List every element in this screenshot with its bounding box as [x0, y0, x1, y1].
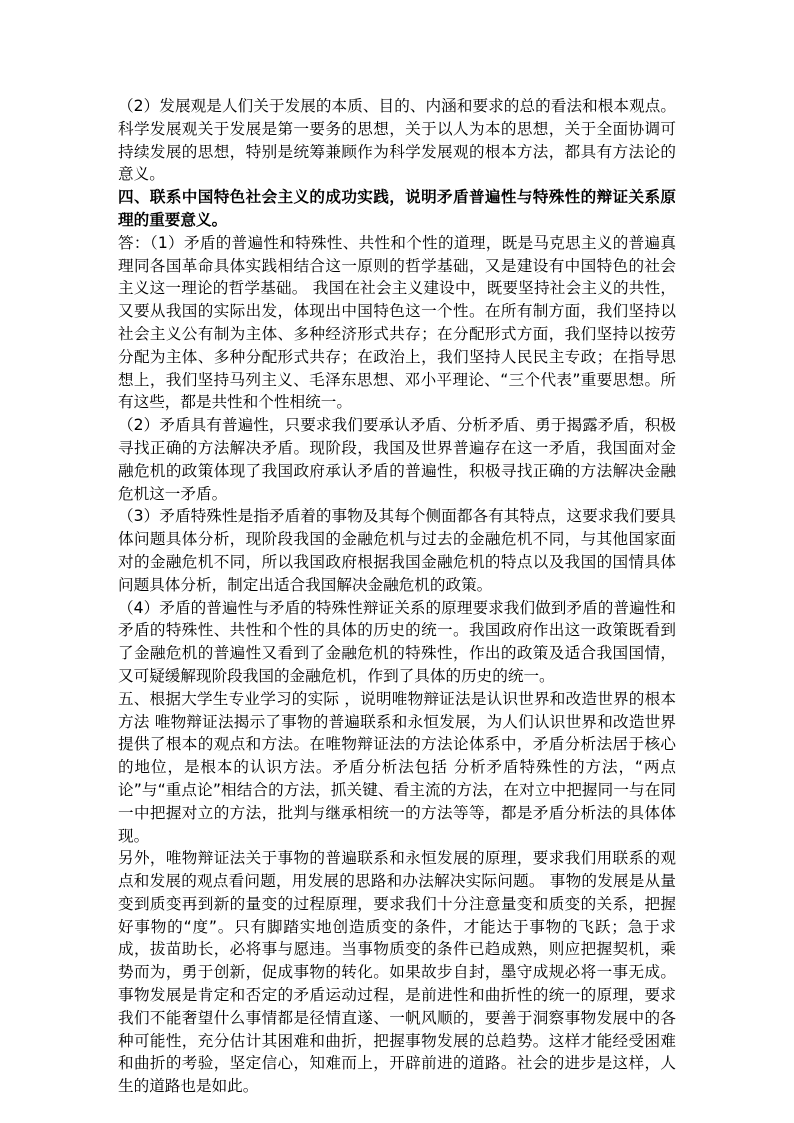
section-five-paragraph: 五、根据大学生专业学习的实际 ，说明唯物辩证法是认识世界和改造世界的根本方法 唯物辩证法揭示了事物的普遍联系和永恒发展，为人们认识世界和改造世界提供了根本的观点和方法。在唯物辩证法的方法论体系中，矛盾分析法居于核心的地位，是根本的认识方法。矛盾分析法包括 分析矛盾特殊性的方法，“两点论”与“重点论”相结合的方法，抓关键、看主流的方法，在对立中把握同一与在同一中把握对立的方法，批判与继承相统一的方法等等，都是矛盾分析法的具体体现。 — [118, 689, 676, 845]
answer-paragraph-1: 答：（1）矛盾的普遍性和特殊性、共性和个性的道理，既是马克思主义的普遍真理同各国革命具体实践相结合这一原则的哲学基础，又是建设有中国特色的社会主义这一理论的哲学基础。 我国在社会主义建设中，既要坚持社会主义的共性，又要从我国的实际出发，体现出中国特色这一个性。在所有制方面，我们坚持以社会主义公有制为主体、多种经济形式共存；在分配形式方面，我们坚持以按劳分配为主体、多种分配形式共存；在政治上，我们坚持人民民主专政；在指导思想上，我们坚持马列主义、毛泽东思想、邓小平理论、“三个代表”重要思想。所有这些，都是共性和个性相统一。 — [118, 233, 676, 412]
document-page — [118, 95, 676, 1098]
answer-paragraph-2: （2）矛盾具有普遍性，只要求我们要承认矛盾、分析矛盾、勇于揭露矛盾，积极寻找正确的方法解决矛盾。现阶段，我国及世界普遍存在这一矛盾，我国面对金融危机的政策体现了我国政府承认矛盾的普遍性，积极寻找正确的方法解决金融危机这一矛盾。 — [118, 416, 676, 503]
answer-paragraph-4: （4）矛盾的普遍性与矛盾的特殊性辩证关系的原理要求我们做到矛盾的普遍性和矛盾的特殊性、共性和个性的具体的历史的统一。我国政府作出这一政策既看到了金融危机的普遍性又看到了金融危机的特殊性，作出的政策及适合我国国情，又可疑缓解现阶段我国的金融危机，作到了具体的历史的统一。 — [118, 598, 676, 685]
paragraph-development-view: （2）发展观是人们关于发展的本质、目的、内涵和要求的总的看法和根本观点。科学发展观关于发展是第一要务的思想，关于以人为本的思想，关于全面协调可持续发展的思想，特别是统筹兼顾作为科学发展观的根本方法，都具有方法论的意义。 — [118, 97, 676, 184]
section-heading-four: 四、联系中国特色社会主义的成功实践，说明矛盾普遍性与特殊性的辩证关系原理的重要意义。 — [118, 188, 676, 229]
answer-paragraph-3: （3）矛盾特殊性是指矛盾着的事物及其每个侧面都各有其特点，这要求我们要具体问题具体分析，现阶段我国的金融危机与过去的金融危机不同，与其他国家面对的金融危机不同，所以我国政府根据我国金融危机的特点以及我国的国情具体问题具体分析，制定出适合我国解决金融危机的政策。 — [118, 507, 676, 594]
closing-paragraph: 另外，唯物辩证法关于事物的普遍联系和永恒发展的原理，要求我们用联系的观点和发展的观点看问题，用发展的思路和办法解决实际问题。 事物的发展是从量变到质变再到新的量变的过程原理，要求我们十分注意量变和质变的关系，把握好事物的“度”。只有脚踏实地创造质变的条件，才能达于事物的飞跃；急于求成，拔苗助长，必将事与愿违。当事物质变的条件已趋成熟，则应把握契机，乘势而为，勇于创新，促成事物的转化。如果故步自封，墨守成规必将一事无成。事物发展是肯定和否定的矛盾运动过程，是前进性和曲折性的统一的原理，要求我们不能奢望什么事情都是径情直遂、一帆风顺的，要善于洞察事物发展中的各种可能性，充分估计其困难和曲折，把握事物发展的总趋势。这样才能经受困难和曲折的考验，坚定信心，知难而上，开辟前进的道路。社会的进步是这样，人生的道路也是如此。 — [118, 849, 676, 1096]
